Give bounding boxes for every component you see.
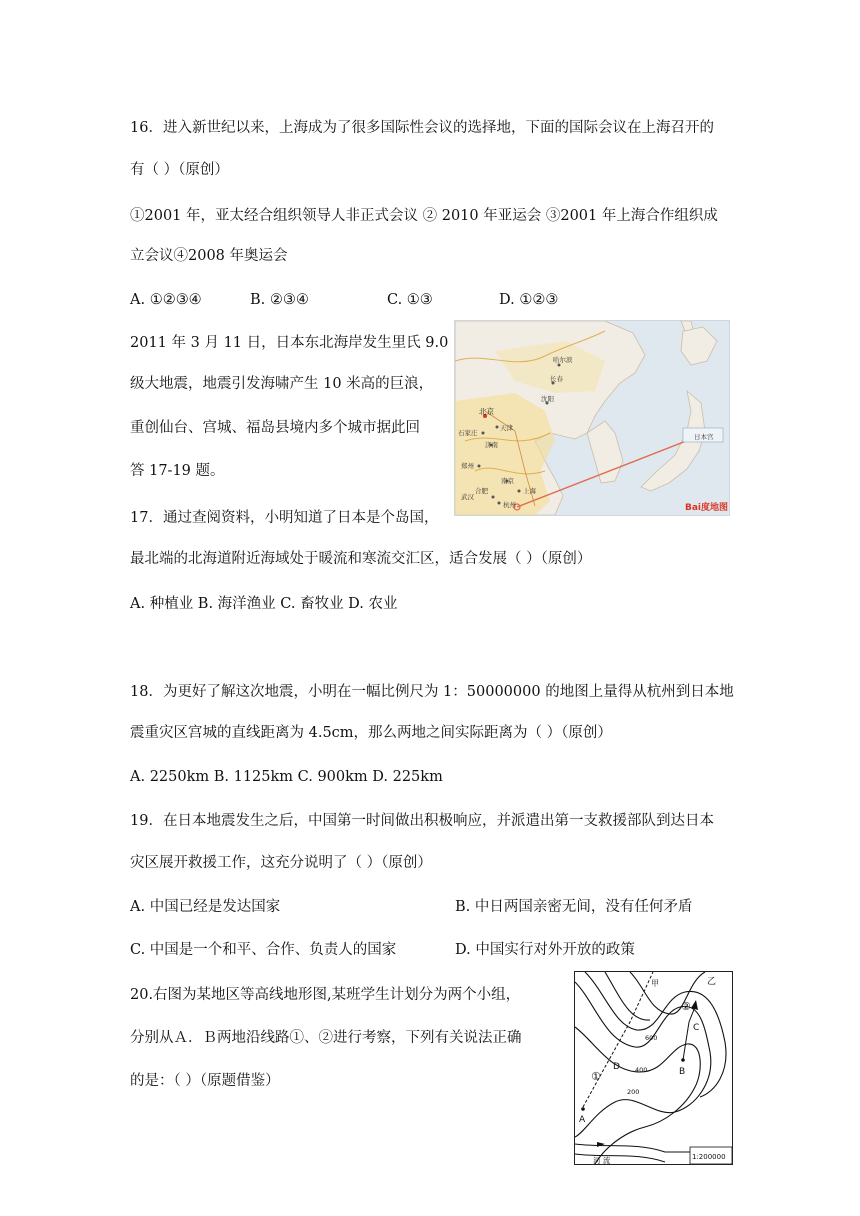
- label-route2: ②: [681, 1000, 691, 1013]
- label-route1: ①: [591, 1070, 601, 1083]
- q20-stem-line3: 的是：（ ）（原题借鉴）: [130, 1073, 280, 1089]
- q16-option-c: C. ①③: [387, 292, 433, 308]
- intro-line2: 级大地震，地震引发海啸产生 10 米高的巨浪，: [130, 376, 434, 392]
- label-zhengzhou: 郑州: [461, 462, 474, 470]
- label-hangzhou: 杭州: [503, 501, 516, 509]
- q16-items-line1: ①2001 年，亚太经合组织领导人非正式会议 ② 2010 年亚运会 ③2001 年上海合作组织成: [130, 208, 718, 224]
- japan-hokkaido: [681, 327, 717, 365]
- q16-option-b: B. ②③④: [250, 292, 309, 308]
- label-shanghai: 上海: [523, 487, 536, 495]
- sakhalin: [681, 321, 693, 331]
- korean-peninsula: [587, 421, 623, 483]
- q18-stem-line1: 18．为更好了解这次地震，小明在一幅比例尺为 1：50000000 的地图上量得从杭州到日本地: [130, 684, 734, 700]
- label-wuhan: 武汉: [461, 493, 474, 501]
- q16-items-line2: 立会议④2008 年奥运会: [130, 248, 288, 264]
- contour-map: [574, 971, 733, 1165]
- q19-option-b: B. 中日两国亲密无间，没有任何矛盾: [455, 899, 693, 915]
- q18-stem-line2: 震重灾区宫城的直线距离为 4.5cm，那么两地之间实际距离为（ ）（原创）: [130, 725, 612, 741]
- intro-line3: 重创仙台、宫城、福岛县境内多个城市据此回: [130, 420, 420, 436]
- q20-stem-line1: 20.右图为某地区等高线地形图,某班学生计划分为两个小组，: [130, 987, 521, 1003]
- label-tianjin: 天津: [500, 424, 513, 432]
- q19-option-c: C. 中国是一个和平、合作、负责人的国家: [130, 942, 397, 958]
- q19-option-d: D. 中国实行对外开放的政策: [455, 942, 635, 958]
- label-c: C: [693, 1023, 700, 1033]
- svg-text:Bai度地图: Bai度地图: [685, 503, 729, 513]
- q17-options: A. 种植业 B. 海洋渔业 C. 畜牧业 D. 农业: [130, 596, 398, 612]
- label-400: 400: [635, 1066, 648, 1074]
- q18-options: A. 2250km B. 1125km C. 900km D. 225km: [130, 769, 443, 785]
- q16-stem-line2: 有（ ）（原创）: [130, 162, 229, 178]
- label-nanjing: 南京: [501, 477, 514, 485]
- label-scale: 1:200000: [692, 1153, 726, 1161]
- q16-stem-line1: 16．进入新世纪以来，上海成为了很多国际性会议的选择地，下面的国际会议在上海召开的: [130, 120, 714, 136]
- intro-line4: 答 17-19 题。: [130, 463, 225, 479]
- q17-stem-line2: 最北端的北海道附近海域处于暖流和寒流交汇区，适合发展（ ）（原创）: [130, 551, 592, 567]
- q16-option-a: A. ①②③④: [130, 292, 202, 308]
- q20-stem-line2: 分别从Ａ．Ｂ两地沿线路①、②进行考察，下列有关说法正确: [130, 1030, 522, 1046]
- baidu-map-logo: [685, 501, 728, 513]
- label-hefei: 合肥: [475, 487, 488, 495]
- east-asia-map: [454, 320, 730, 516]
- contour-inner: [605, 972, 650, 1020]
- label-shenyang: 沈阳: [541, 395, 554, 403]
- label-river: 河 流: [593, 1156, 611, 1164]
- label-yi: 乙: [707, 977, 717, 987]
- q19-stem-line2: 灾区展开救援工作，这充分说明了（ ）（原创）: [130, 855, 432, 871]
- river: [575, 1144, 690, 1152]
- label-jia: 甲: [651, 979, 659, 988]
- label-b: B: [679, 1067, 686, 1077]
- label-beijing: 北京: [479, 407, 494, 416]
- label-d: D: [613, 1062, 620, 1072]
- label-jinan: 济南: [485, 441, 498, 449]
- label-a: A: [579, 1115, 586, 1125]
- intro-line1: 2011 年 3 月 11 日，日本东北海岸发生里氏 9.0: [130, 335, 449, 351]
- label-600: 600: [645, 1034, 658, 1042]
- label-japan: 日本宫: [694, 433, 714, 441]
- q16-option-d: D. ①②③: [499, 292, 559, 308]
- label-haerbin: 哈尔滨: [553, 356, 573, 364]
- route-2: [683, 1007, 695, 1060]
- q17-stem-line1: 17．通过查阅资料，小明知道了日本是个岛国，: [130, 510, 439, 526]
- q19-option-a: A. 中国已经是发达国家: [130, 899, 281, 915]
- label-200: 200: [627, 1088, 640, 1096]
- q19-stem-line1: 19．在日本地震发生之后，中国第一时间做出积极响应，并派遣出第一支救援部队到达日本: [130, 813, 714, 829]
- label-changchun: 长春: [550, 375, 563, 383]
- label-shijiazhuang: 石家庄: [458, 429, 478, 437]
